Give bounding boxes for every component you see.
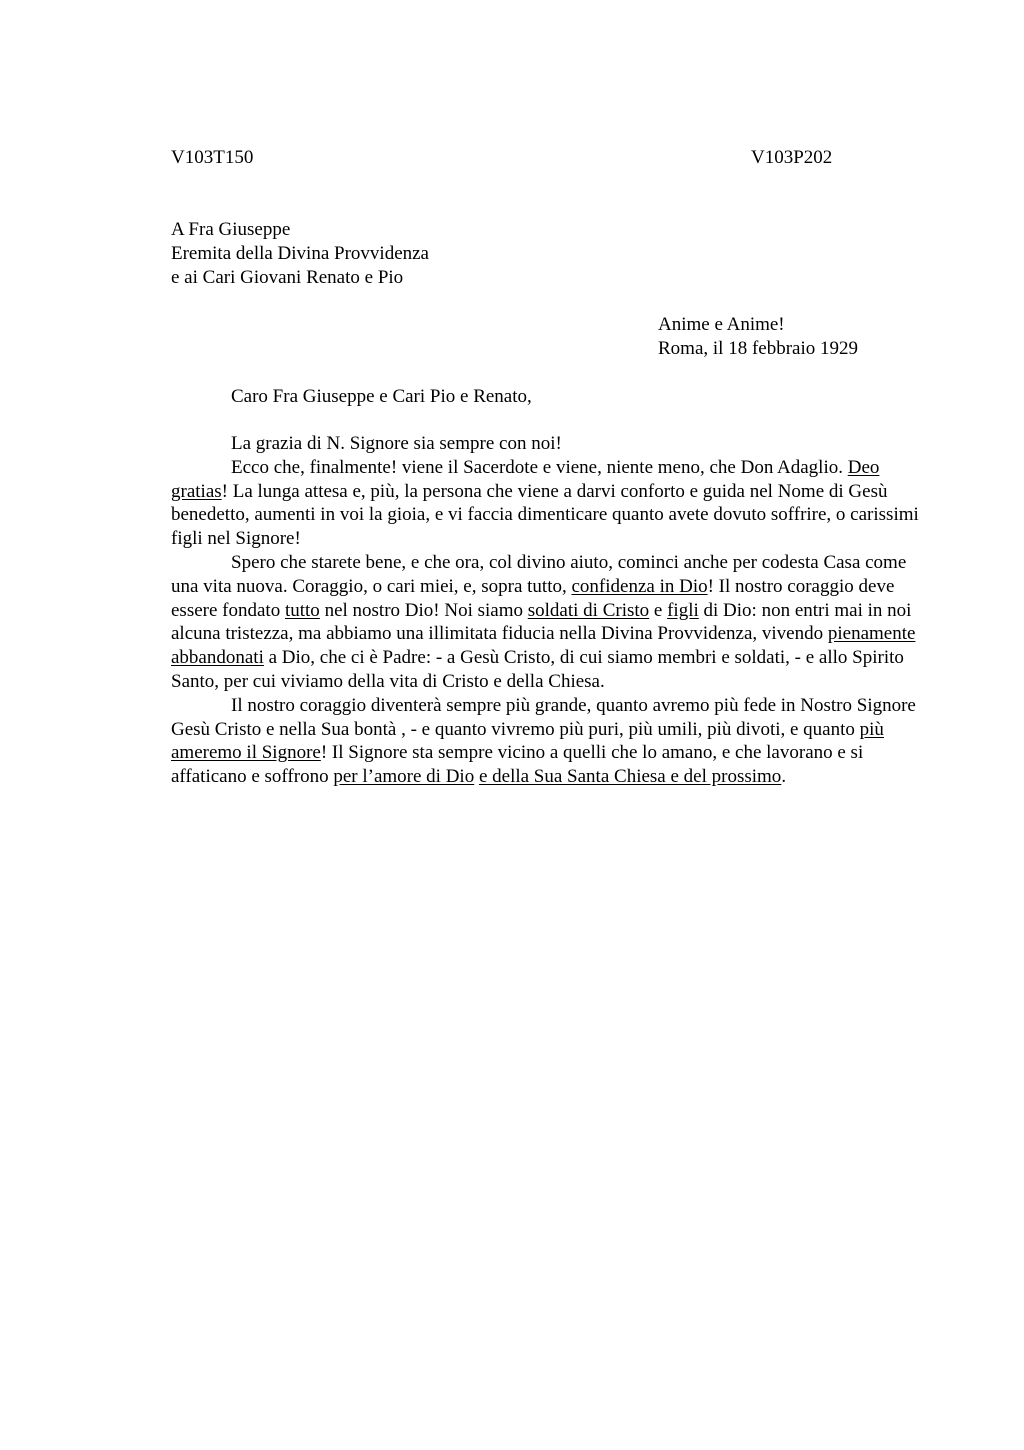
document-code-right: V103P202: [751, 147, 833, 168]
paragraph-2-text-a: Ecco che, finalmente! viene il Sacerdote e viene, niente meno, che Don Adaglio.: [231, 456, 843, 478]
underlined-phrase: confidenza in Dio: [571, 575, 708, 597]
paragraph-2: [171, 456, 921, 551]
paragraph-3: [171, 551, 921, 694]
paragraph-4: [171, 694, 921, 789]
document-code-left: V103T150: [171, 147, 254, 168]
paragraph-4-text-a: Il nostro coraggio diventerà sempre più grande, quanto avremo più fede in Nostro Signore Gesù Cristo e nella Sua bontà , - e quanto vivremo più puri, più umili, più divoti, e quanto: [171, 694, 916, 740]
paragraph-3-text-c: nel nostro Dio! Noi siamo: [324, 599, 523, 621]
letter-body: [171, 432, 921, 789]
underlined-phrase: e della Sua Santa Chiesa e del prossimo: [478, 766, 782, 788]
underlined-phrase: soldati di Cristo: [527, 599, 650, 621]
recipient-block: [171, 218, 429, 290]
paragraph-3-text-d: e: [653, 599, 663, 621]
underlined-phrase: tutto: [284, 599, 320, 621]
recipient-line-1: A Fra Giuseppe: [171, 219, 291, 240]
recipient-line-3: e ai Cari Giovani Renato e Pio: [171, 267, 404, 288]
underlined-phrase: pienamente abbandonati: [171, 623, 916, 669]
paragraph-1: [171, 432, 921, 456]
paragraph-4-text-b: ! Il Signore sta sempre vicino a quelli che lo amano, e che lavorano e si affaticano e soffrono: [171, 742, 864, 788]
paragraph-4-text-c: .: [781, 766, 787, 788]
paragraph-3-text-e: di Dio: non entri mai in noi alcuna tristezza, ma abbiamo una illimitata fiducia nella Divina Provvidenza, vivendo: [171, 599, 912, 645]
paragraph-3-text-a: Spero che starete bene, e che ora, col divino aiuto, cominci anche per codesta Casa come una vita nuova. Coraggio, o cari miei, e, sopra tutto,: [171, 551, 907, 597]
salutation: Caro Fra Giuseppe e Cari Pio e Renato,: [231, 386, 532, 407]
paragraph-3-text-b: ! Il nostro coraggio deve essere fondato: [171, 575, 895, 621]
underlined-phrase: figli: [667, 599, 699, 621]
recipient-line-2: Eremita della Divina Provvidenza: [171, 243, 429, 264]
underlined-phrase: per l’amore di Dio: [333, 766, 475, 788]
paragraph-2-text-b: ! La lunga attesa e, più, la persona che viene a darvi conforto e guida nel Nome di Gesù benedetto, aumenti in voi la gioia, e vi faccia dimenticare quanto avete dovuto soffrire, o carissimi figli nel Signore!: [171, 480, 919, 550]
motto: Anime e Anime!: [658, 314, 785, 335]
underlined-phrase: più ameremo il Signore: [171, 718, 884, 764]
paragraph-3-text-f: a Dio, che ci è Padre: - a Gesù Cristo, di cui siamo membri e soldati, - e allo Spirito Santo, per cui viviamo della vita di Cristo e della Chiesa.: [171, 647, 904, 692]
paragraph-1-text: La grazia di N. Signore sia sempre con noi!: [231, 433, 562, 454]
dateline-block: [658, 313, 858, 361]
underlined-phrase: Deo gratias: [171, 456, 880, 502]
place-date: Roma, il 18 febbraio 1929: [658, 338, 858, 359]
